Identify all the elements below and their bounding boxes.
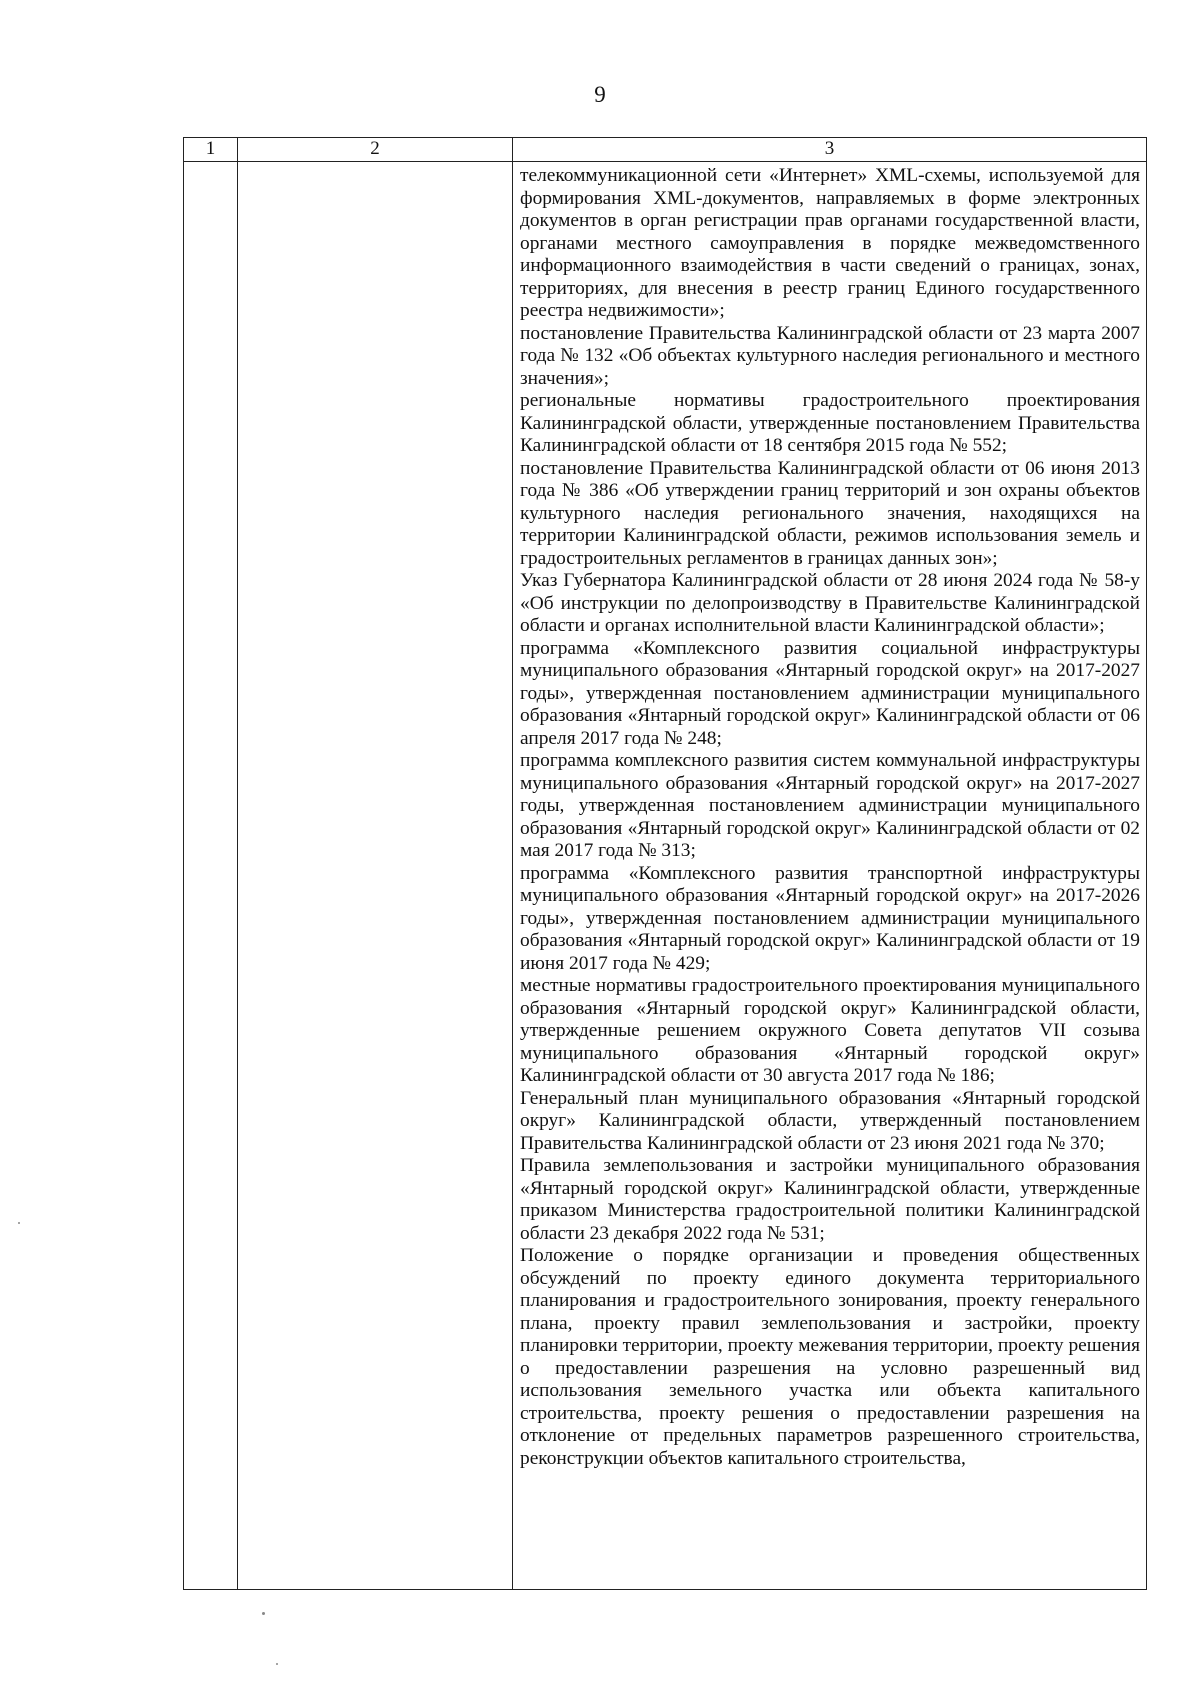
list-item: постановление Правительства Калининградской области от 23 марта 2007 года № 132 «Об объектах культурного наследия регионального и местного значения»;: [520, 322, 1140, 389]
list-item: программа «Комплексного развития социальной инфраструктуры муниципального образования «Янтарный городской округ» на 2017-2027 годы», утвержденная постановлением администрации муниципального образования «Янтарный городской округ» Калининградской области от 06 апреля 2017 года № 248;: [520, 637, 1140, 749]
column-2-header: 2: [238, 138, 513, 162]
list-item: Положение о порядке организации и проведения общественных обсуждений по проекту единого документа территориального планирования и градостроительного зонирования, проекту генерального плана, проекту правил землепользования и застройки, проекту планировки территории, проекту межевания территории, проекту решения о предоставлении разрешения на условно разрешенный вид использования земельного участка или объекта капитального строительства, проекту решения о предоставлении разрешения на отклонение от предельных параметров разрешенного строительства, реконструкции объектов капитального строительства,: [520, 1245, 1140, 1469]
scan-speck: [262, 1612, 265, 1615]
legal-acts-list: [513, 162, 1146, 1470]
scan-speck: [18, 1222, 20, 1224]
document-table: [183, 137, 1147, 1590]
list-item: региональные нормативы градостроительного проектирования Калининградской области, утвержденные постановлением Правительства Калининградской области от 18 сентября 2015 года № 552;: [520, 390, 1140, 456]
column-1-cell: [184, 162, 238, 1590]
scan-speck: [276, 1663, 278, 1665]
list-item: Генеральный план муниципального образования «Янтарный городской округ» Калининградской области, утвержденный постановлением Правительства Калининградской области от 23 июня 2021 года № 370;: [520, 1087, 1140, 1154]
list-item: программа комплексного развития систем коммунальной инфраструктуры муниципального образования «Янтарный городской округ» на 2017-2027 годы, утвержденная постановлением администрации муниципального образования «Янтарный городской округ» Калининградской области от 02 мая 2017 года № 313;: [520, 750, 1140, 861]
page-number: 9: [594, 82, 606, 107]
list-item: Правила землепользования и застройки муниципального образования «Янтарный городской округ» Калининградской области, утвержденные приказом Министерства градостроительной политики Калининградской области 23 декабря 2022 года № 531;: [520, 1155, 1140, 1244]
table-header-row: [184, 138, 1147, 162]
list-item: местные нормативы градостроительного проектирования муниципального образования «Янтарный городской округ» Калининградской области, утвержденные решением окружного Совета депутатов VII созыва муниципального образования «Янтарный городской округ» Калининградской области от 30 августа 2017 года № 186;: [520, 975, 1140, 1086]
list-item: телекоммуникационной сети «Интернет» XML-схемы, используемой для формирования XML-документов, направляемых в форме электронных документов в орган регистрации прав органами государственной власти, органами местного самоуправления в порядке межведомственного информационного взаимодействия в части сведений о границах, зонах, территориях, для внесения в реестр границ Единого государственного реестра недвижимости»;: [520, 165, 1140, 321]
table-row: [184, 162, 1147, 1590]
column-3-cell: [513, 162, 1147, 1590]
column-1-header: 1: [184, 138, 238, 162]
column-3-header: 3: [513, 138, 1147, 162]
list-item: постановление Правительства Калининградской области от 06 июня 2013 года № 386 «Об утверждении границ территорий и зон охраны объектов культурного наследия регионального значения, находящихся на территории Калининградской области, режимов использования земель и градостроительных регламентов в границах данных зон»;: [520, 457, 1140, 569]
list-item: программа «Комплексного развития транспортной инфраструктуры муниципального образования «Янтарный городской округ» на 2017-2026 годы», утвержденная постановлением администрации муниципального образования «Янтарный городской округ» Калининградской области от 19 июня 2017 года № 429;: [520, 862, 1140, 974]
column-2-cell: [238, 162, 513, 1590]
list-item: Указ Губернатора Калининградской области от 28 июня 2024 года № 58-у «Об инструкции по делопроизводству в Правительстве Калининградской области и органах исполнительной власти Калининградской области»;: [520, 570, 1140, 636]
